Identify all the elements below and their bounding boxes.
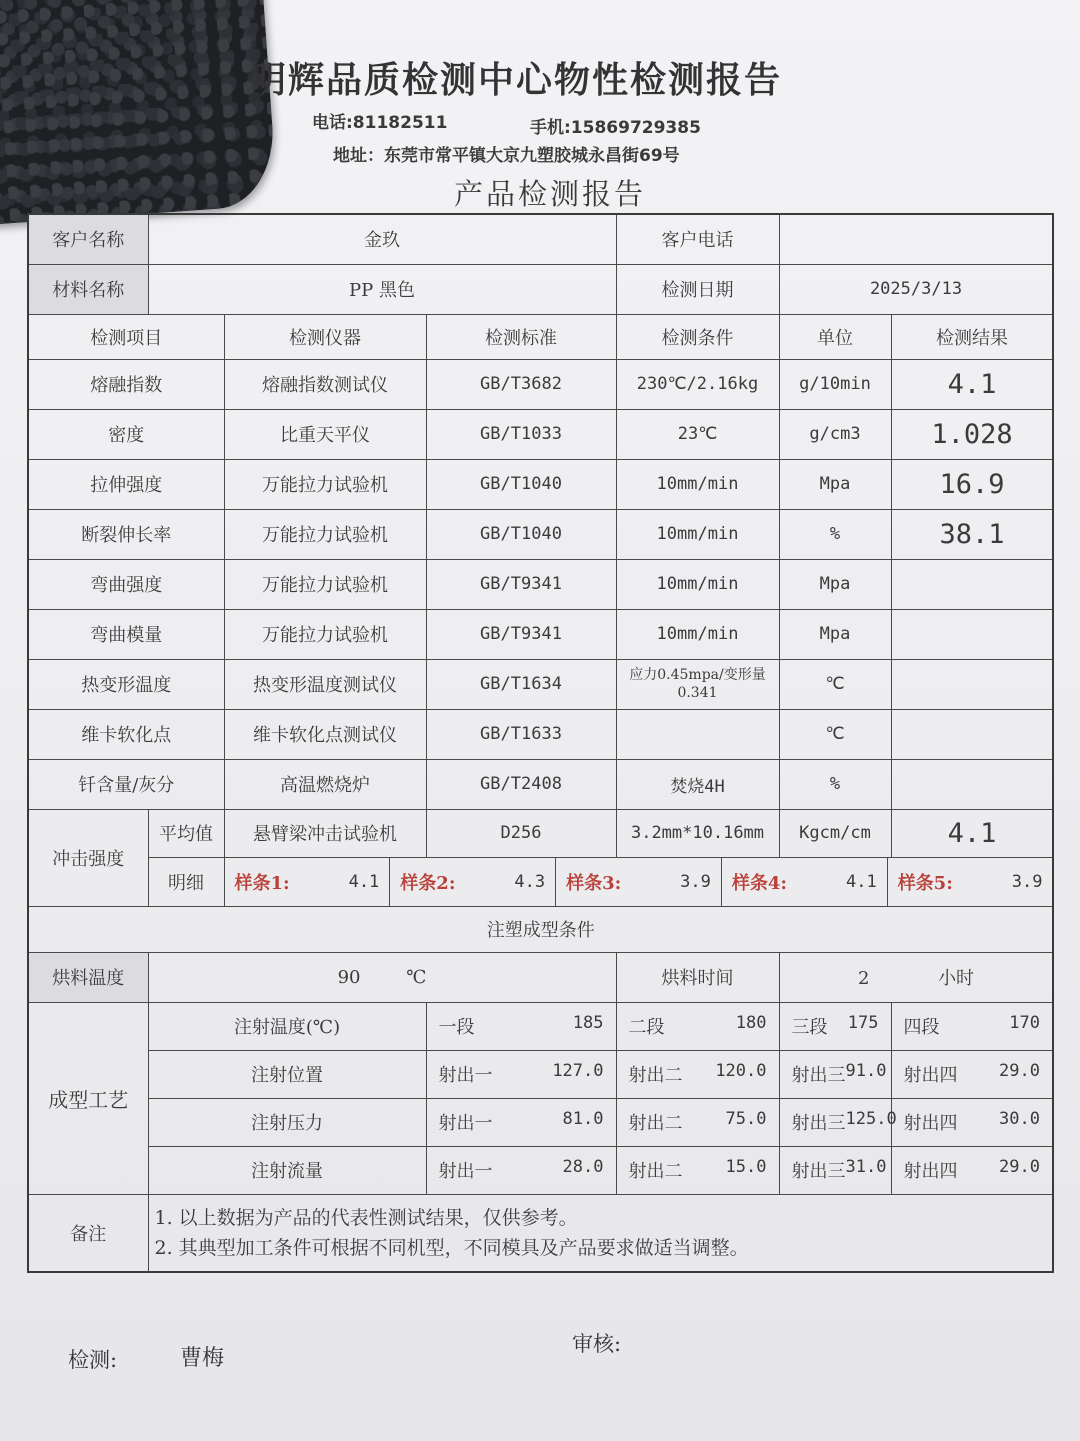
test-unit: g/10min [779,359,891,409]
process-rows [28,1002,1053,1194]
process-cell-label: 射出三 [791,1161,846,1182]
impact-sample [721,858,887,906]
molding-section-title: 注塑成型条件 [28,906,1053,952]
remarks-label: 备注 [28,1194,148,1272]
date-value: 2025/3/13 [779,264,1053,314]
test-rows [28,359,1053,809]
test-item: 热变形温度 [28,659,224,709]
test-row [28,659,1053,709]
process-row-label: 注射位置 [148,1050,426,1098]
impact-condition: 3.2mm*10.16mm [616,809,779,857]
phone-number: 电话:81182511 [312,113,448,133]
process-cell-value: 30.0 [999,1109,1040,1129]
test-row [28,359,1053,409]
report-title: 明辉品质检测中心物性检测报告 [250,60,783,101]
test-instrument: 热变形温度测试仪 [224,659,426,709]
test-unit: g/cm3 [779,409,891,459]
process-cell [426,1146,616,1194]
sample-label: 样条5: [897,872,953,894]
col-header-instrument: 检测仪器 [224,314,426,359]
test-result [891,709,1053,759]
process-cell [426,1098,616,1146]
impact-label: 冲击强度 [28,809,148,906]
report-subtitle: 产品检测报告 [453,177,646,211]
process-cell-value: 81.0 [562,1109,604,1129]
dry-temp-value: 90 [337,966,361,988]
test-instrument: 万能拉力试验机 [224,509,426,559]
process-cell [779,1002,891,1050]
process-cell-label: 四段 [903,1017,940,1038]
process-cell [616,1146,779,1194]
test-result: 1.028 [891,409,1053,459]
column-header-row [28,314,1053,359]
process-cell-label: 射出一 [438,1161,493,1182]
impact-sample [887,858,1053,906]
test-standard: GB/T3682 [426,359,616,409]
process-row-label: 注射压力 [148,1098,426,1146]
process-row [28,1146,1053,1194]
material-label: 材料名称 [28,264,148,314]
col-header-unit: 单位 [779,314,891,359]
process-cell [779,1050,891,1098]
test-condition: 10mm/min [616,459,779,509]
impact-instrument: 悬臂梁冲击试验机 [224,809,426,857]
process-cell-label: 射出一 [438,1113,493,1134]
test-result: 4.1 [891,359,1053,409]
process-cell [426,1050,616,1098]
process-row-label: 注射流量 [148,1146,426,1194]
test-instrument: 熔融指数测试仪 [224,359,426,409]
test-standard: GB/T1633 [426,709,616,759]
test-instrument: 维卡软化点测试仪 [224,709,426,759]
col-header-result: 检测结果 [891,314,1053,359]
test-item: 断裂伸长率 [28,509,224,559]
dry-temp-label: 烘料温度 [28,952,148,1002]
test-result: 38.1 [891,509,1053,559]
test-unit: ℃ [779,709,891,759]
customer-value: 金玖 [148,214,616,264]
address: 地址：东莞市常平镇大京九塑胶城永昌街69号 [333,146,680,166]
tester-name: 曹梅 [180,1346,225,1371]
impact-standard: D256 [426,809,616,857]
process-cell [891,1098,1053,1146]
impact-sample [555,858,721,906]
process-cell-value: 125.0 [845,1109,897,1129]
customer-label: 客户名称 [28,214,148,264]
sample-value: 4.3 [514,871,546,892]
process-cell [616,1098,779,1146]
test-unit: Mpa [779,609,891,659]
remark-line-1: 1. 以上数据为产品的代表性测试结果，仅供参考。 [154,1206,578,1229]
col-header-item: 检测项目 [28,314,224,359]
reviewer-label: 审核: [572,1332,622,1356]
test-unit: ℃ [779,659,891,709]
date-label: 检测日期 [616,264,779,314]
test-item: 拉伸强度 [28,459,224,509]
process-cell-value: 91.0 [845,1061,887,1081]
process-cell-value: 120.0 [715,1061,767,1081]
process-cell [616,1050,779,1098]
sample-label: 样条2: [400,872,456,894]
col-header-condition: 检测条件 [616,314,779,359]
tester-label: 检测: [68,1348,118,1372]
test-standard: GB/T1033 [426,409,616,459]
dry-time-label: 烘料时间 [616,952,779,1002]
test-item: 熔融指数 [28,359,224,409]
process-cell-value: 185 [572,1013,604,1033]
process-cell-label: 射出四 [903,1113,958,1134]
sample-value: 4.1 [348,871,380,892]
process-row [28,1098,1053,1146]
process-cell [426,1002,616,1050]
process-cell [616,1002,779,1050]
test-condition: 230℃/2.16kg [616,359,779,409]
remarks-text [148,1194,1053,1272]
dry-time-unit: 小时 [938,968,975,989]
test-row [28,709,1053,759]
process-cell-value: 127.0 [552,1061,604,1081]
customer-phone-label: 客户电话 [616,214,779,264]
process-row [28,1050,1053,1098]
process-cell-label: 射出二 [628,1161,683,1182]
mobile-number: 手机:15869729385 [530,118,701,138]
impact-unit: Kgcm/cm [779,809,891,857]
test-condition: 焚烧4H [616,759,779,809]
process-cell-value: 170 [1009,1013,1040,1033]
test-result [891,559,1053,609]
sample-label: 样条1: [234,872,290,894]
process-cell-value: 75.0 [725,1109,767,1129]
process-cell-value: 31.0 [845,1157,887,1177]
process-cell-label: 射出二 [628,1113,683,1134]
remark-line-2: 2. 其典型加工条件可根据不同机型，不同模具及产品要求做适当调整。 [154,1236,749,1259]
material-value: PP 黑色 [148,264,616,314]
test-standard: GB/T1040 [426,509,616,559]
test-item: 维卡软化点 [28,709,224,759]
process-label: 成型工艺 [28,1002,148,1194]
report-table [27,213,1054,1273]
test-standard: GB/T9341 [426,609,616,659]
test-result [891,659,1053,709]
dry-time-value: 2 [857,968,870,989]
test-result [891,759,1053,809]
process-cell [891,1146,1053,1194]
test-condition: 10mm/min [616,559,779,609]
test-condition: 应力0.45mpa/变形量0.341 [616,659,779,709]
impact-detail-label: 明细 [148,857,224,906]
test-standard: GB/T9341 [426,559,616,609]
process-cell-label: 射出四 [903,1161,958,1182]
test-result [891,609,1053,659]
test-row [28,509,1053,559]
process-cell-value: 28.0 [562,1157,604,1177]
test-condition: 23℃ [616,409,779,459]
test-condition [616,709,779,759]
process-cell-label: 一段 [438,1017,475,1038]
test-instrument: 万能拉力试验机 [224,559,426,609]
sample-label: 样条3: [566,872,622,894]
impact-result: 4.1 [891,809,1053,857]
test-condition: 10mm/min [616,509,779,559]
process-cell [891,1002,1053,1050]
test-row [28,559,1053,609]
test-item: 弯曲模量 [28,609,224,659]
process-cell-value: 175 [847,1013,879,1033]
process-cell-value: 180 [735,1013,767,1033]
test-instrument: 高温燃烧炉 [224,759,426,809]
process-cell [779,1146,891,1194]
test-unit: Mpa [779,559,891,609]
test-unit: Mpa [779,459,891,509]
impact-samples [225,858,1053,906]
process-cell-label: 射出二 [628,1065,683,1086]
process-cell-value: 29.0 [999,1061,1040,1081]
process-row [28,1002,1053,1050]
sample-value: 4.1 [845,871,877,892]
test-standard: GB/T1040 [426,459,616,509]
test-instrument: 万能拉力试验机 [224,459,426,509]
test-condition: 10mm/min [616,609,779,659]
sample-label: 样条4: [731,872,788,894]
test-standard: GB/T2408 [426,759,616,809]
test-item: 密度 [28,409,224,459]
process-cell-value: 29.0 [999,1157,1040,1177]
dry-temp-unit: ℃ [406,966,427,988]
impact-sample [225,858,390,906]
process-cell-label: 射出四 [903,1065,958,1086]
test-row [28,409,1053,459]
test-item: 钎含量/灰分 [28,759,224,809]
test-row [28,609,1053,659]
test-instrument: 比重天平仪 [224,409,426,459]
process-cell-label: 三段 [791,1017,828,1038]
test-result: 16.9 [891,459,1053,509]
test-row [28,759,1053,809]
customer-phone-value [779,214,1053,264]
process-cell-value: 15.0 [725,1157,767,1177]
process-cell [891,1050,1053,1098]
process-cell-label: 射出三 [791,1113,846,1134]
col-header-standard: 检测标准 [426,314,616,359]
impact-avg-label: 平均值 [148,809,224,857]
test-instrument: 万能拉力试验机 [224,609,426,659]
test-item: 弯曲强度 [28,559,224,609]
test-row [28,459,1053,509]
process-cell-label: 二段 [628,1017,665,1038]
sample-value: 3.9 [680,871,711,892]
process-cell-label: 射出一 [438,1065,493,1086]
process-row-label: 注射温度(℃) [148,1002,426,1050]
sample-value: 3.9 [1011,871,1043,892]
test-unit: % [779,509,891,559]
test-unit: % [779,759,891,809]
process-cell-label: 射出三 [791,1065,846,1086]
impact-sample [389,858,555,906]
test-standard: GB/T1634 [426,659,616,709]
process-cell [779,1098,897,1146]
